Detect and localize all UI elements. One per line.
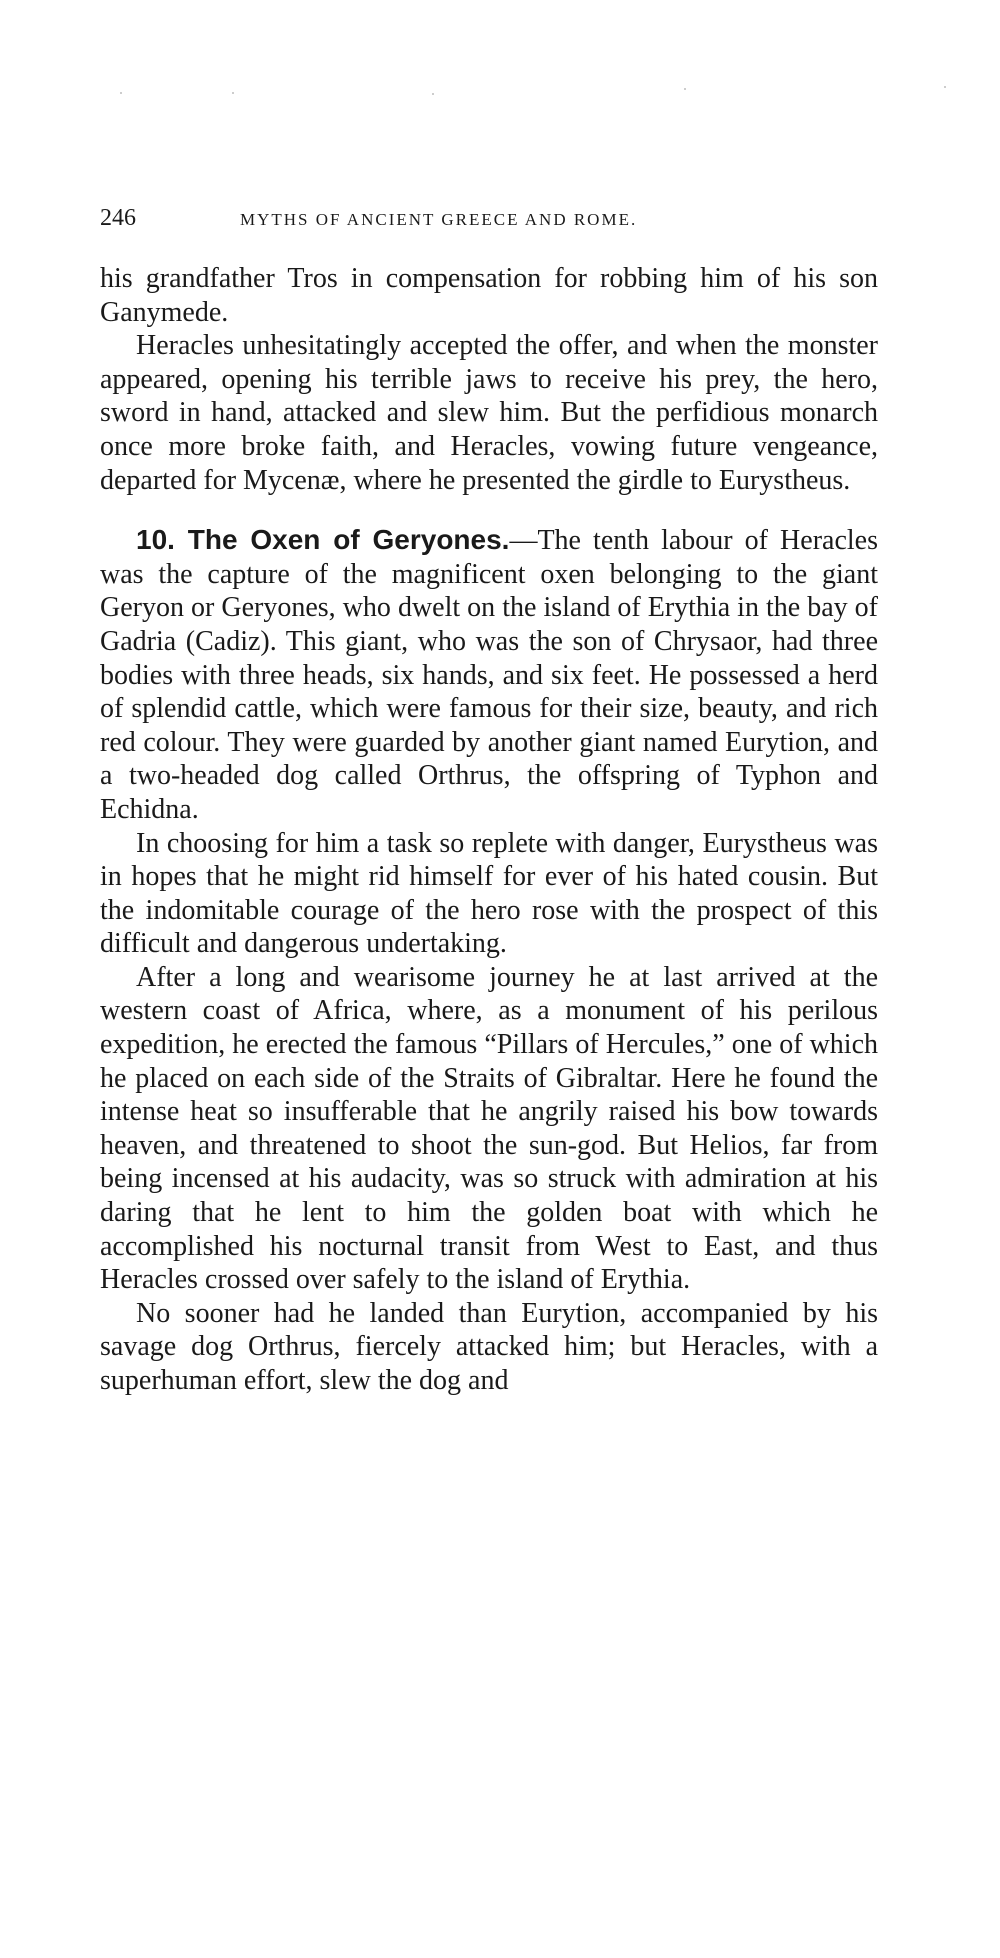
section-text: —The tenth labour of Heracles was the capture of the magnificent oxen belonging to the giant Geryon or Geryones, who dwelt on the island of Erythia in the bay of Gadria (Cadiz). This giant, who was the son of Chrysaor, had three bodies with three heads, six hands, and six feet. He possessed a herd of splendid cattle, which were famous for their size, beauty, and rich red colour. They were guarded by another giant named Eurytion, and a two-headed dog called Orthrus, the offspring of Typhon and Echidna. [100, 525, 878, 825]
page-number: 246 [100, 205, 136, 231]
section-paragraph [100, 523, 878, 826]
scan-speck [432, 93, 434, 95]
scan-speck [120, 92, 122, 94]
paragraph: his grandfather Tros in compensation for robbing him of his son Ganymede. [100, 263, 878, 328]
paragraph: After a long and wearisome journey he at last arrived at the western coast of Africa, where, as a monument of his perilous expedition, he erected the famous “Pillars of Hercules,” one of which he placed on each side of the Straits of Gibraltar. Here he found the intense heat so insufferable that he angrily raised his bow towards heaven, and threatened to shoot the sun-god. But Helios, far from being incensed at his audacity, was so struck with admiration at his daring that he lent to him the golden boat with which he accomplished his nocturnal transit from West to East, and thus Heracles crossed over safely to the island of Erythia. [100, 961, 878, 1296]
scan-speck [232, 92, 234, 94]
page-body [100, 262, 878, 1398]
running-title: MYTHS OF ANCIENT GREECE AND ROME. [240, 210, 638, 229]
scan-speck [944, 86, 946, 88]
section-title: 10. The Oxen of Geryones. [136, 524, 510, 556]
paragraph: In choosing for him a task so replete with danger, Eurystheus was in hopes that he might rid himself for ever of his hated cousin. But the indomitable courage of the hero rose with the prospect of this difficult and dangerous undertaking. [100, 827, 878, 960]
paragraph: Heracles unhesitatingly accepted the offer, and when the monster appeared, opening his terrible jaws to receive his prey, the hero, sword in hand, attacked and slew him. But the perfidious monarch once more broke faith, and Heracles, vowing future vengeance, departed for Mycenæ, where he presented the girdle to Eurystheus. [100, 330, 878, 496]
paragraph: No sooner had he landed than Eurytion, accompanied by his savage dog Orthrus, fiercely attacked him; but Heracles, with a superhuman effort, slew the dog and [100, 1297, 878, 1396]
scan-speck [684, 88, 686, 90]
